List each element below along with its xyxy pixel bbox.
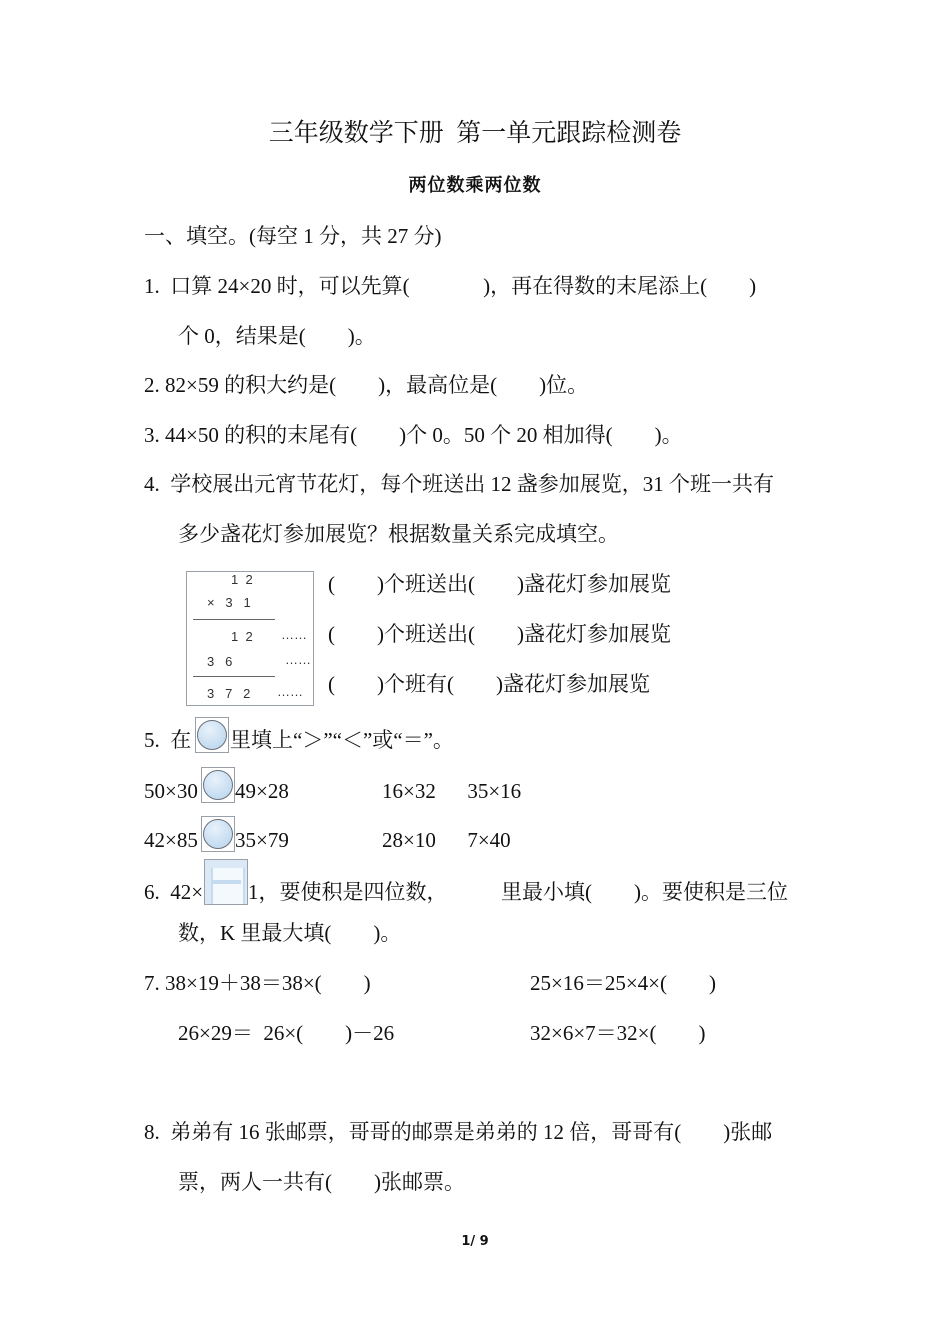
question-2: 2. 82×59 的积大约是( )，最高位是( )位。 [144,373,589,397]
digit-box-icon[interactable] [204,859,248,905]
question-7-a: 7. 38×19＋38＝38×( ) [144,971,371,995]
question-6-post: 里最小填( )。要使积是三位 [501,880,788,904]
calc-row-4: 3 6 [207,654,233,669]
question-5-pre: 5. 在 [144,728,192,752]
page-title: 三年级数学下册 第一单元跟踪检测卷 [268,120,682,147]
question-6-mid: 1，要使积是四位数， [248,880,448,904]
q5-row-2-left: 42×85 [144,828,198,852]
question-5-post: 里填上“＞”“＜”或“＝”。 [230,728,454,752]
calc-dots-3: …… [277,684,303,699]
question-7-d: 32×6×7＝32×( ) [530,1021,706,1045]
calc-rule-2 [193,676,275,677]
calc-row-3: 1 2 [231,629,253,644]
calc-row-1: 1 2 [231,572,253,587]
calc-dots-1: …… [281,627,307,642]
q5-row-2-right: 35×79 [235,828,289,852]
q5-row-1-right: 49×28 [235,779,289,803]
question-8-line-2: 票，两人一共有( )张邮票。 [178,1170,465,1194]
question-7-b: 25×16＝25×4×( ) [530,971,717,995]
compare-circle-icon[interactable] [201,767,235,803]
calc-row-5: 3 7 2 [207,686,251,701]
question-8-line-1: 8. 弟弟有 16 张邮票，哥哥的邮票是弟弟的 12 倍，哥哥有( )张邮 [144,1120,773,1144]
question-1-line-2: 个 0，结果是( )。 [178,324,376,348]
question-3: 3. 44×50 的积的末尾有( )个 0。50 个 20 相加得( )。 [144,423,683,447]
q5-row-2-b: 28×10 7×40 [382,828,511,852]
question-4-line-1: 4. 学校展出元宵节花灯，每个班送出 12 盏参加展览，31 个班一共有 [144,472,774,496]
q5-row-1-left: 50×30 [144,779,198,803]
question-7-c: 26×29＝ 26×( )－26 [178,1021,395,1045]
q5-row-1-b: 16×32 35×16 [382,779,522,803]
question-6-line-2: 数，K 里最大填( )。 [178,921,402,945]
question-1-line-1: 1. 口算 24×20 时，可以先算( )，再在得数的末尾添上( ) [144,274,757,298]
calc-row-2: × 3 1 [207,595,251,610]
question-6-pre: 6. 42× [144,880,204,904]
compare-circle-icon [195,717,229,753]
page-number: 1/ 9 [461,1234,489,1249]
question-4-line-2: 多少盏花灯参加展览？根据数量关系完成填空。 [178,522,619,546]
compare-circle-icon[interactable] [201,816,235,852]
vertical-multiplication [186,571,314,706]
page-subtitle: 两位数乘两位数 [408,175,542,195]
calc-rule-1 [193,619,275,620]
q4-fill-3: ( )个班有( )盏花灯参加展览 [328,672,650,696]
q4-fill-2: ( )个班送出( )盏花灯参加展览 [328,622,671,646]
calc-dots-2: …… [285,652,311,667]
section-heading: 一、填空。(每空 1 分，共 27 分) [144,224,442,248]
q4-fill-1: ( )个班送出( )盏花灯参加展览 [328,572,671,596]
